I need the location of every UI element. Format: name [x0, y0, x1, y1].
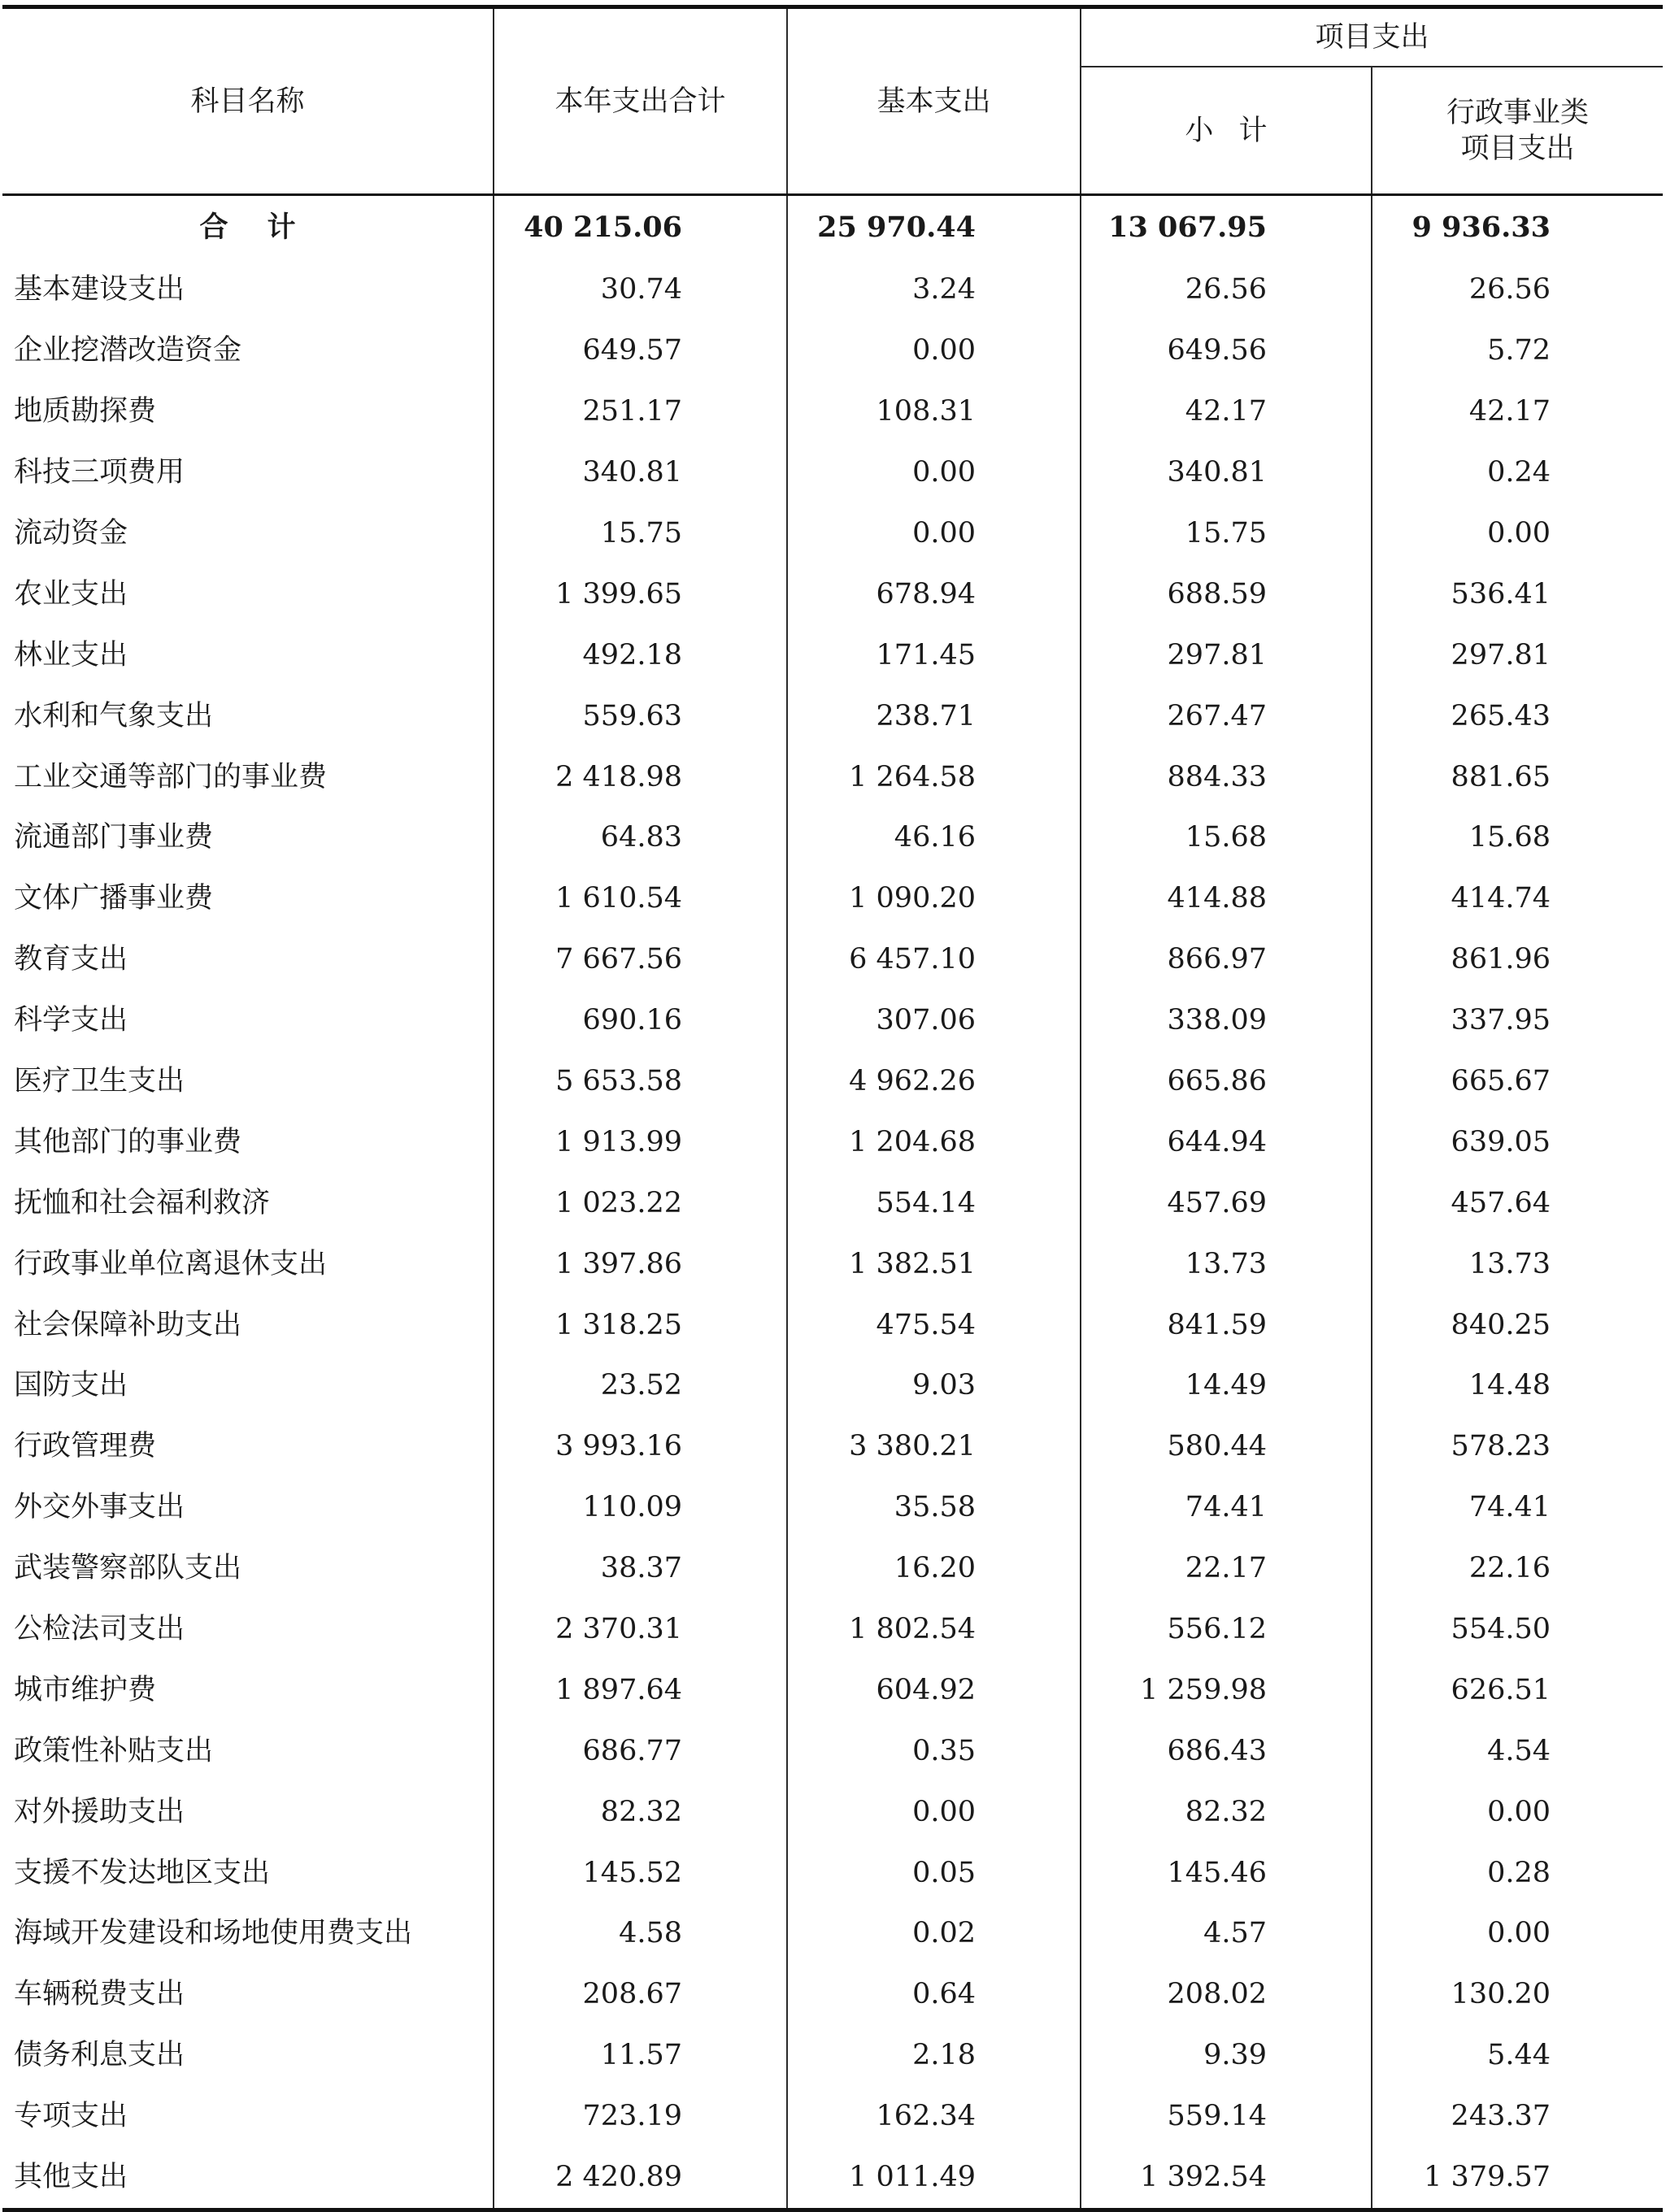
row-annual-total: 251.17	[494, 381, 787, 442]
table-row	[2, 746, 1663, 807]
row-project-subtotal: 665.86	[1081, 1051, 1372, 1112]
row-basic-expenditure: 4 962.26	[787, 1051, 1081, 1112]
row-annual-total: 2 418.98	[494, 746, 787, 807]
header-project-expenditure-group: 项目支出	[1081, 7, 1663, 67]
header-admin-project-expenditure	[1372, 67, 1663, 195]
row-admin-project-expenditure: 0.00	[1372, 503, 1663, 564]
row-basic-expenditure: 1 090.20	[787, 868, 1081, 929]
row-basic-expenditure: 1 382.51	[787, 1233, 1081, 1294]
row-annual-total: 1 610.54	[494, 868, 787, 929]
row-basic-expenditure: 35.58	[787, 1477, 1081, 1538]
row-subject-name: 科技三项费用	[14, 456, 185, 489]
row-basic-expenditure: 1 011.49	[787, 2147, 1081, 2210]
table-row	[2, 1903, 1663, 1964]
row-subject-name: 专项支出	[14, 2100, 128, 2133]
row-basic-expenditure: 307.06	[787, 990, 1081, 1051]
row-project-subtotal: 457.69	[1081, 1172, 1372, 1233]
row-basic-expenditure: 46.16	[787, 807, 1081, 868]
row-admin-project-expenditure: 4.54	[1372, 1720, 1663, 1781]
table-row	[2, 503, 1663, 564]
row-admin-project-expenditure: 536.41	[1372, 563, 1663, 624]
table-row	[2, 259, 1663, 320]
row-subject-name: 社会保障补助支出	[14, 1308, 242, 1341]
row-project-subtotal: 338.09	[1081, 990, 1372, 1051]
header-subject-name: 科目名称	[190, 85, 305, 118]
table-row	[2, 1964, 1663, 2025]
row-admin-project-expenditure: 22.16	[1372, 1538, 1663, 1599]
row-admin-project-expenditure: 861.96	[1372, 929, 1663, 990]
row-subject-name: 其他部门的事业费	[14, 1125, 242, 1158]
row-project-subtotal: 4.57	[1081, 1903, 1372, 1964]
table-row	[2, 1720, 1663, 1781]
table-row	[2, 1111, 1663, 1172]
total-row	[2, 195, 1663, 260]
row-basic-expenditure: 1 802.54	[787, 1599, 1081, 1660]
row-subject-name: 农业支出	[14, 577, 128, 611]
row-project-subtotal: 649.56	[1081, 320, 1372, 381]
row-admin-project-expenditure: 297.81	[1372, 624, 1663, 685]
row-basic-expenditure: 678.94	[787, 563, 1081, 624]
row-annual-total: 1 897.64	[494, 1659, 787, 1720]
row-admin-project-expenditure: 665.67	[1372, 1051, 1663, 1112]
row-project-subtotal: 841.59	[1081, 1294, 1372, 1355]
row-annual-total: 340.81	[494, 442, 787, 503]
row-basic-expenditure: 0.05	[787, 1842, 1081, 1903]
table-row	[2, 2086, 1663, 2147]
row-project-subtotal: 556.12	[1081, 1599, 1372, 1660]
row-basic-expenditure: 9.03	[787, 1355, 1081, 1416]
table-row	[2, 868, 1663, 929]
table-row	[2, 1172, 1663, 1233]
row-admin-project-expenditure: 130.20	[1372, 1964, 1663, 2025]
table-row	[2, 1051, 1663, 1112]
table-row	[2, 624, 1663, 685]
row-basic-expenditure: 162.34	[787, 2086, 1081, 2147]
table-header	[2, 7, 1663, 195]
row-annual-total: 1 397.86	[494, 1233, 787, 1294]
row-basic-expenditure: 1 264.58	[787, 746, 1081, 807]
total-annual: 40 215.06	[494, 195, 787, 260]
row-project-subtotal: 74.41	[1081, 1477, 1372, 1538]
row-annual-total: 110.09	[494, 1477, 787, 1538]
row-project-subtotal: 559.14	[1081, 2086, 1372, 2147]
header-annual-total: 本年支出合计	[494, 7, 787, 195]
row-basic-expenditure: 475.54	[787, 1294, 1081, 1355]
row-project-subtotal: 866.97	[1081, 929, 1372, 990]
row-admin-project-expenditure: 15.68	[1372, 807, 1663, 868]
table-row	[2, 1416, 1663, 1477]
row-project-subtotal: 1 392.54	[1081, 2147, 1372, 2210]
table-row	[2, 1233, 1663, 1294]
row-subject-name: 林业支出	[14, 638, 128, 671]
table-row	[2, 2147, 1663, 2210]
row-admin-project-expenditure: 1 379.57	[1372, 2147, 1663, 2210]
row-annual-total: 11.57	[494, 2025, 787, 2086]
row-admin-project-expenditure: 13.73	[1372, 1233, 1663, 1294]
header-basic-expenditure: 基本支出	[787, 7, 1081, 195]
row-annual-total: 690.16	[494, 990, 787, 1051]
row-annual-total: 30.74	[494, 259, 787, 320]
row-annual-total: 1 913.99	[494, 1111, 787, 1172]
row-project-subtotal: 1 259.98	[1081, 1659, 1372, 1720]
row-project-subtotal: 13.73	[1081, 1233, 1372, 1294]
row-basic-expenditure: 554.14	[787, 1172, 1081, 1233]
row-annual-total: 5 653.58	[494, 1051, 787, 1112]
row-admin-project-expenditure: 840.25	[1372, 1294, 1663, 1355]
row-subject-name: 支援不发达地区支出	[14, 1856, 271, 1889]
row-annual-total: 4.58	[494, 1903, 787, 1964]
row-admin-project-expenditure: 26.56	[1372, 259, 1663, 320]
row-subject-name: 医疗卫生支出	[14, 1065, 185, 1098]
row-subject-name: 城市维护费	[14, 1673, 157, 1706]
row-annual-total: 15.75	[494, 503, 787, 564]
row-annual-total: 649.57	[494, 320, 787, 381]
row-admin-project-expenditure: 0.24	[1372, 442, 1663, 503]
row-annual-total: 1 023.22	[494, 1172, 787, 1233]
row-basic-expenditure: 0.35	[787, 1720, 1081, 1781]
row-subject-name: 海域开发建设和场地使用费支出	[14, 1917, 413, 1950]
row-basic-expenditure: 604.92	[787, 1659, 1081, 1720]
row-subject-name: 外交外事支出	[14, 1491, 185, 1524]
row-annual-total: 559.63	[494, 685, 787, 746]
table-row	[2, 320, 1663, 381]
total-admin: 9 936.33	[1372, 195, 1663, 260]
row-subject-name: 债务利息支出	[14, 2039, 185, 2072]
row-project-subtotal: 22.17	[1081, 1538, 1372, 1599]
table-row	[2, 1477, 1663, 1538]
row-basic-expenditure: 0.00	[787, 1781, 1081, 1842]
header-admin-line1: 行政事业类	[1446, 96, 1590, 129]
row-admin-project-expenditure: 414.74	[1372, 868, 1663, 929]
row-basic-expenditure: 6 457.10	[787, 929, 1081, 990]
table-row	[2, 442, 1663, 503]
header-admin-line2: 项目支出	[1460, 132, 1575, 165]
row-project-subtotal: 145.46	[1081, 1842, 1372, 1903]
row-project-subtotal: 580.44	[1081, 1416, 1372, 1477]
row-subject-name: 工业交通等部门的事业费	[14, 760, 328, 793]
row-project-subtotal: 82.32	[1081, 1781, 1372, 1842]
row-admin-project-expenditure: 265.43	[1372, 685, 1663, 746]
row-annual-total: 1 399.65	[494, 563, 787, 624]
table-row	[2, 1538, 1663, 1599]
table-row	[2, 1294, 1663, 1355]
row-project-subtotal: 15.75	[1081, 503, 1372, 564]
row-admin-project-expenditure: 74.41	[1372, 1477, 1663, 1538]
row-admin-project-expenditure: 337.95	[1372, 990, 1663, 1051]
row-admin-project-expenditure: 0.00	[1372, 1781, 1663, 1842]
table-row	[2, 1599, 1663, 1660]
row-subject-name: 车辆税费支出	[14, 1978, 185, 2011]
row-basic-expenditure: 1 204.68	[787, 1111, 1081, 1172]
table-row	[2, 685, 1663, 746]
row-annual-total: 1 318.25	[494, 1294, 787, 1355]
row-basic-expenditure: 171.45	[787, 624, 1081, 685]
table-row	[2, 2025, 1663, 2086]
row-subject-name: 对外援助支出	[14, 1795, 185, 1828]
row-basic-expenditure: 0.00	[787, 442, 1081, 503]
row-subject-name: 行政管理费	[14, 1430, 157, 1463]
table-row	[2, 1659, 1663, 1720]
row-project-subtotal: 884.33	[1081, 746, 1372, 807]
row-basic-expenditure: 0.00	[787, 503, 1081, 564]
total-label: 合计	[199, 211, 335, 244]
row-project-subtotal: 14.49	[1081, 1355, 1372, 1416]
row-annual-total: 723.19	[494, 2086, 787, 2147]
row-project-subtotal: 686.43	[1081, 1720, 1372, 1781]
header-subtotal: 小 计	[1081, 67, 1372, 195]
row-annual-total: 82.32	[494, 1781, 787, 1842]
table-row	[2, 929, 1663, 990]
row-subject-name: 政策性补贴支出	[14, 1734, 214, 1767]
row-project-subtotal: 340.81	[1081, 442, 1372, 503]
row-admin-project-expenditure: 243.37	[1372, 2086, 1663, 2147]
row-subject-name: 流通部门事业费	[14, 821, 214, 854]
row-subject-name: 其他支出	[14, 2161, 128, 2194]
row-annual-total: 23.52	[494, 1355, 787, 1416]
expenditure-table	[2, 5, 1663, 2212]
row-subject-name: 基本建设支出	[14, 273, 185, 306]
row-admin-project-expenditure: 5.44	[1372, 2025, 1663, 2086]
table-row	[2, 563, 1663, 624]
row-subject-name: 企业挖潜改造资金	[14, 334, 242, 367]
table-row	[2, 1781, 1663, 1842]
row-project-subtotal: 644.94	[1081, 1111, 1372, 1172]
row-subject-name: 公检法司支出	[14, 1613, 185, 1646]
row-annual-total: 64.83	[494, 807, 787, 868]
total-subtotal: 13 067.95	[1081, 195, 1372, 260]
row-subject-name: 地质勘探费	[14, 395, 157, 428]
row-admin-project-expenditure: 626.51	[1372, 1659, 1663, 1720]
row-project-subtotal: 267.47	[1081, 685, 1372, 746]
row-basic-expenditure: 0.00	[787, 320, 1081, 381]
row-basic-expenditure: 3 380.21	[787, 1416, 1081, 1477]
row-project-subtotal: 414.88	[1081, 868, 1372, 929]
row-admin-project-expenditure: 0.00	[1372, 1903, 1663, 1964]
row-admin-project-expenditure: 881.65	[1372, 746, 1663, 807]
row-project-subtotal: 208.02	[1081, 1964, 1372, 2025]
row-annual-total: 2 420.89	[494, 2147, 787, 2210]
row-admin-project-expenditure: 554.50	[1372, 1599, 1663, 1660]
row-subject-name: 抚恤和社会福利救济	[14, 1186, 271, 1219]
row-subject-name: 行政事业单位离退休支出	[14, 1247, 328, 1280]
table-row	[2, 807, 1663, 868]
row-admin-project-expenditure: 639.05	[1372, 1111, 1663, 1172]
row-annual-total: 492.18	[494, 624, 787, 685]
row-admin-project-expenditure: 5.72	[1372, 320, 1663, 381]
row-basic-expenditure: 238.71	[787, 685, 1081, 746]
row-project-subtotal: 26.56	[1081, 259, 1372, 320]
row-annual-total: 7 667.56	[494, 929, 787, 990]
row-annual-total: 686.77	[494, 1720, 787, 1781]
row-admin-project-expenditure: 0.28	[1372, 1842, 1663, 1903]
total-basic: 25 970.44	[787, 195, 1081, 260]
table-row	[2, 1842, 1663, 1903]
row-annual-total: 2 370.31	[494, 1599, 787, 1660]
row-basic-expenditure: 0.02	[787, 1903, 1081, 1964]
row-subject-name: 国防支出	[14, 1369, 128, 1402]
row-project-subtotal: 42.17	[1081, 381, 1372, 442]
row-subject-name: 武装警察部队支出	[14, 1552, 242, 1585]
row-annual-total: 145.52	[494, 1842, 787, 1903]
row-basic-expenditure: 3.24	[787, 259, 1081, 320]
row-subject-name: 教育支出	[14, 943, 128, 976]
row-subject-name: 水利和气象支出	[14, 699, 214, 732]
row-basic-expenditure: 16.20	[787, 1538, 1081, 1599]
row-project-subtotal: 15.68	[1081, 807, 1372, 868]
row-annual-total: 208.67	[494, 1964, 787, 2025]
row-subject-name: 流动资金	[14, 517, 128, 550]
row-basic-expenditure: 2.18	[787, 2025, 1081, 2086]
row-admin-project-expenditure: 457.64	[1372, 1172, 1663, 1233]
row-admin-project-expenditure: 14.48	[1372, 1355, 1663, 1416]
table-body	[2, 195, 1663, 2210]
row-admin-project-expenditure: 578.23	[1372, 1416, 1663, 1477]
row-annual-total: 3 993.16	[494, 1416, 787, 1477]
row-project-subtotal: 688.59	[1081, 563, 1372, 624]
row-basic-expenditure: 108.31	[787, 381, 1081, 442]
table-row	[2, 1355, 1663, 1416]
document-page	[2, 5, 1663, 2194]
row-project-subtotal: 297.81	[1081, 624, 1372, 685]
table-row	[2, 990, 1663, 1051]
row-annual-total: 38.37	[494, 1538, 787, 1599]
table-row	[2, 381, 1663, 442]
row-admin-project-expenditure: 42.17	[1372, 381, 1663, 442]
row-project-subtotal: 9.39	[1081, 2025, 1372, 2086]
row-subject-name: 文体广播事业费	[14, 882, 214, 915]
row-basic-expenditure: 0.64	[787, 1964, 1081, 2025]
row-subject-name: 科学支出	[14, 1004, 128, 1037]
